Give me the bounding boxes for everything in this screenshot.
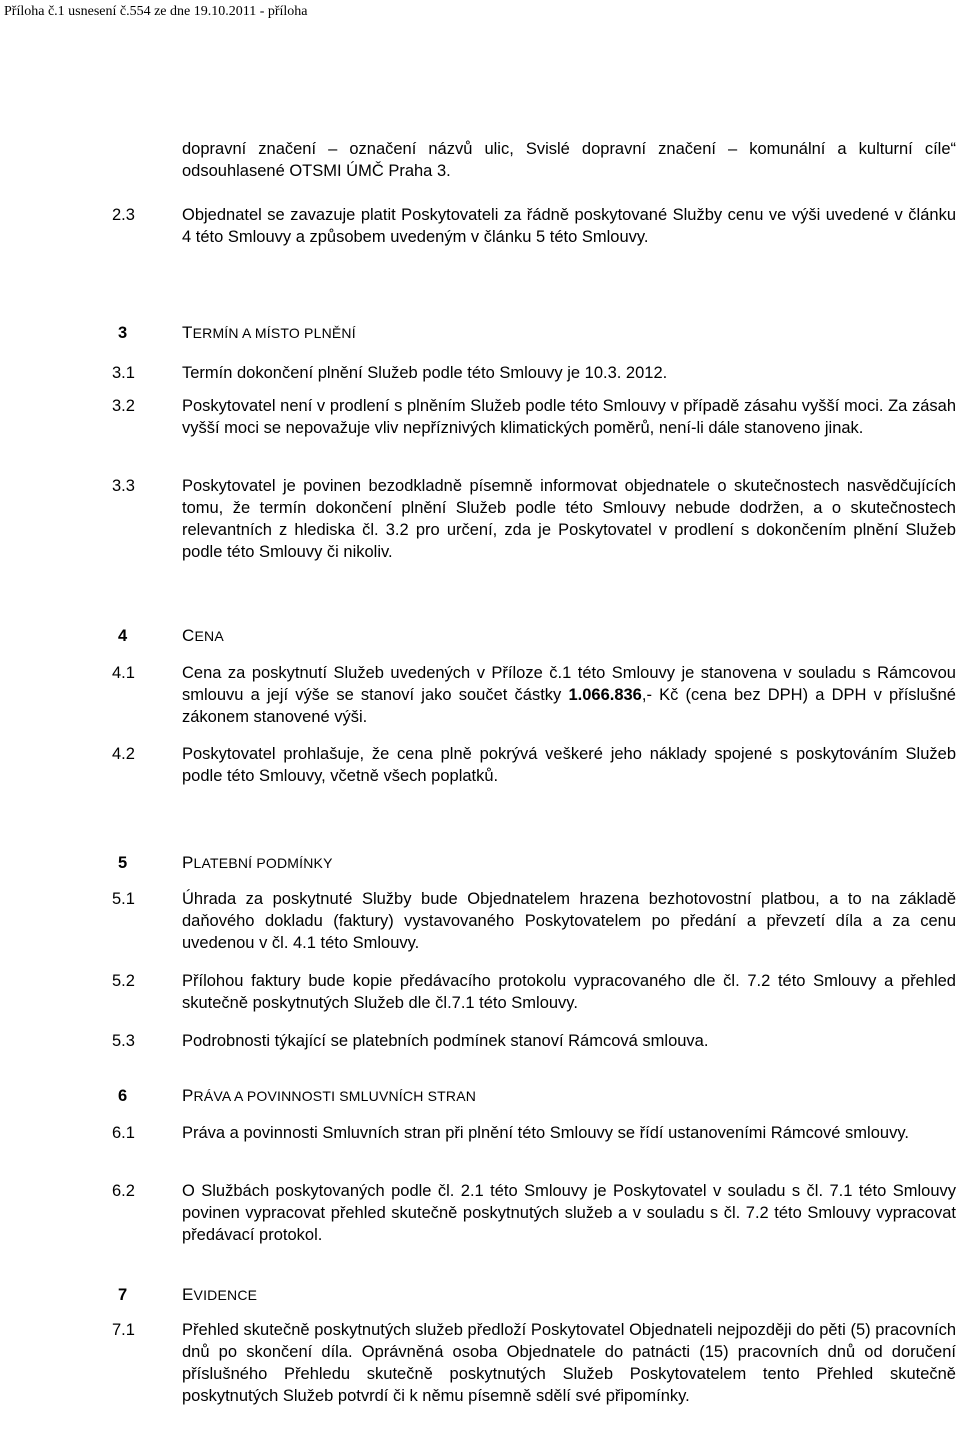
clause-text: Objednatel se zavazuje platit Poskytovateli za řádně poskytované Služby cenu ve výši uvedené v článku 4 této Smlouvy a způsobem uvedeným v článku 5 této Smlouvy. [182, 206, 956, 246]
clause-number: 4.2 [112, 745, 135, 763]
section-heading: EVIDENCE [182, 1285, 258, 1304]
clause-number: 3.3 [112, 477, 135, 495]
clause-number: 6.2 [112, 1182, 135, 1200]
section-number: 3 [118, 324, 128, 342]
clause-text: Přehled skutečně poskytnutých služeb předloží Poskytovatel Objednateli nejpozději do pěti (5) pracovních dnů po skončení díla. Oprávněná osoba Objednatele do patnácti (15) pracovních dnů od doručení příslušného Přehledu skutečně poskytnutých Služeb Poskytovatelem tento Přehled skutečně poskytnutých Služeb potvrdí či k němu písemně sdělí své připomínky. [182, 1321, 956, 1405]
clause-number: 5.2 [112, 972, 135, 990]
clause-number: 5.1 [112, 890, 135, 908]
clause-number: 7.1 [112, 1321, 135, 1339]
document-header: Příloha č.1 usnesení č.554 ze dne 19.10.2011 - příloha [4, 4, 308, 19]
section-number: 7 [118, 1286, 128, 1304]
section-heading: PRÁVA A POVINNOSTI SMLUVNÍCH STRAN [182, 1086, 477, 1105]
clause-text: Úhrada za poskytnuté Služby bude Objednatelem hrazena bezhotovostní platbou, a to na základě daňového dokladu (faktury) vystavovaného Poskytovatelem po předání a převzetí díla a za cenu uvedenou v čl. 4.1 této Smlouvy. [182, 890, 956, 952]
clause-text: Práva a povinnosti Smluvních stran při plnění této Smlouvy se řídí ustanoveními Rámcové smlouvy. [182, 1124, 909, 1142]
clause-text: Podrobnosti týkající se platebních podmínek stanoví Rámcová smlouva. [182, 1032, 709, 1050]
clause-number: 5.3 [112, 1032, 135, 1050]
clause-number: 4.1 [112, 664, 135, 682]
clause-text-part: ,- Kč (cena bez DPH) a DPH v příslušné zákonem stanovené výši. [182, 686, 956, 726]
clause-number: 2.3 [112, 206, 135, 224]
section-number: 6 [118, 1087, 128, 1105]
section-number: 5 [118, 854, 128, 872]
clause-text-part: Cena za poskytnutí Služeb uvedených v Příloze č.1 této Smlouvy je stanovena v souladu s Rámcovou smlouvu a její výše se stanoví jako součet částky [182, 664, 956, 704]
clause-text [182, 662, 956, 728]
clause-number: 3.1 [112, 364, 135, 382]
section-heading: PLATEBNÍ PODMÍNKY [182, 853, 333, 872]
section-number: 4 [118, 627, 128, 645]
clause-text: Termín dokončení plnění Služeb podle této Smlouvy je 10.3. 2012. [182, 364, 668, 382]
clause-text: Poskytovatel je povinen bezodkladně písemně informovat objednatele o skutečnostech nasvědčujících tomu, že termín dokončení plnění Služeb podle této Smlouvy nebude dodržen, a o skutečnostech relevantních z hlediska čl. 3.2 pro určení, zda je Poskytovatel v prodlení s dokončením plnění Služeb podle této Smlouvy či nikoliv. [182, 477, 956, 561]
clause-text: Poskytovatel prohlašuje, že cena plně pokrývá veškeré jeho náklady spojené s poskytováním Služeb podle této Smlouvy, včetně všech poplatků. [182, 745, 956, 785]
clause-number: 3.2 [112, 397, 135, 415]
clause-text: Přílohou faktury bude kopie předávacího protokolu vypracovaného dle čl. 7.2 této Smlouvy a přehled skutečně poskytnutých Služeb dle čl.7.1 této Smlouvy. [182, 972, 956, 1012]
price-amount: 1.066.836 [568, 686, 642, 704]
clause-text: Poskytovatel není v prodlení s plněním Služeb podle této Smlouvy v případě zásahu vyšší moci. Za zásah vyšší moci se nepovažuje vliv nepříznivých klimatických poměrů, není-li dále stanoveno jinak. [182, 397, 956, 437]
clause-number: 6.1 [112, 1124, 135, 1142]
intro-paragraph: dopravní značení – označení názvů ulic, Svislé dopravní značení – komunální a kulturní cíle“ odsouhlasené OTSMI ÚMČ Praha 3. [182, 140, 956, 180]
clause-text: O Službách poskytovaných podle čl. 2.1 této Smlouvy je Poskytovatel v souladu s čl. 7.1 této Smlouvy povinen vypracovat přehled skutečně poskytnutých služeb a v souladu s čl. 7.2 této Smlouvy vypracovat předávací protokol. [182, 1182, 956, 1244]
section-heading: TERMÍN A MÍSTO PLNĚNÍ [182, 323, 356, 342]
section-heading: CENA [182, 626, 224, 645]
